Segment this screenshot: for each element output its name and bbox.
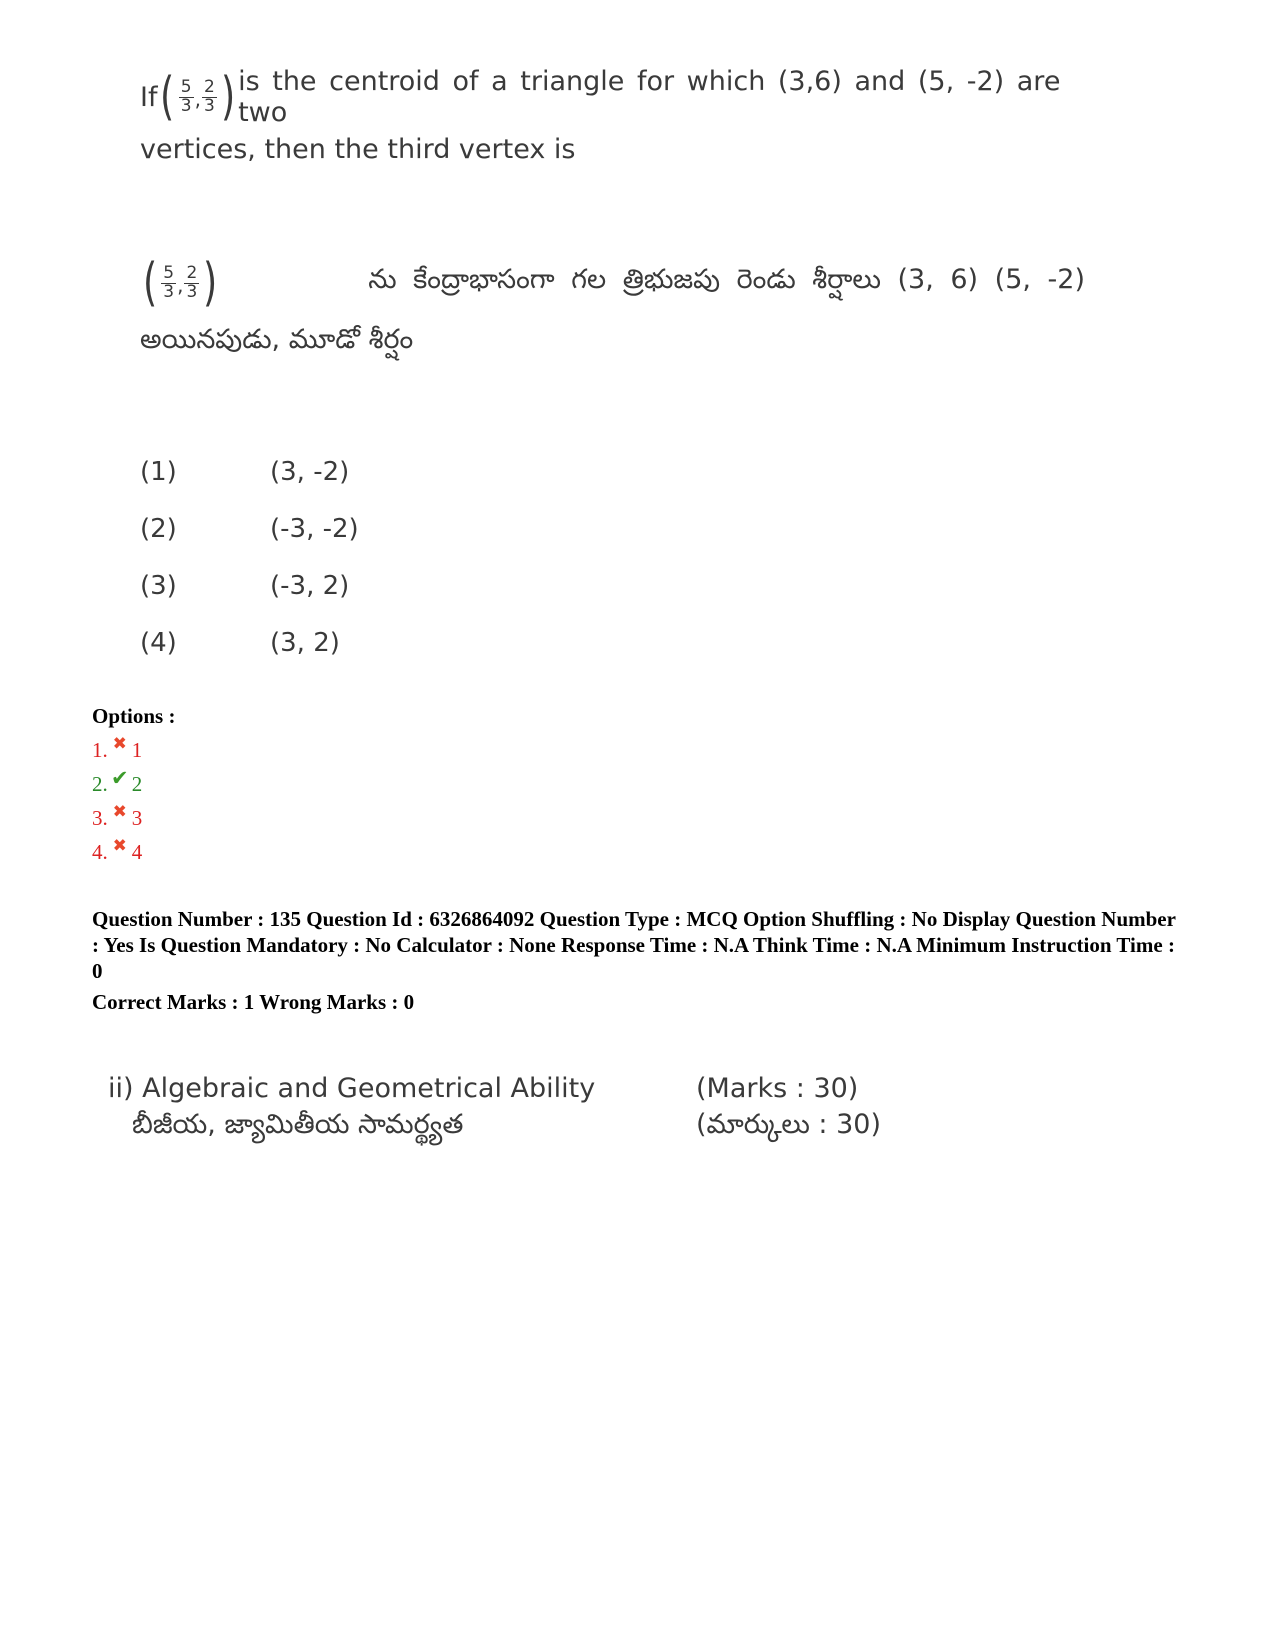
fraction-x: $\frac{5}{3}$ [180, 76, 192, 116]
choice-number: (4) [140, 627, 177, 658]
question-info: Question Number : 135 Question Id : 6326864092 Question Type : MCQ Option Shuffling : No Display Question Number : Yes Is Question Mandatory : No Calculator : None Response Time : N.A Think Time : N.A Minimum Instruction Time : 0 [92, 907, 1176, 983]
option-item: 3. ✖ 3 [92, 802, 143, 830]
question-telugu-rest: ను కేంద్రాభాసంగా గల త్రిభుజపు రెండు శీర్షాలు (3, 6) (5, -2) [368, 264, 1085, 295]
question-telugu [140, 252, 1085, 362]
choice-row [140, 614, 359, 671]
section-marks-telugu: (మార్కులు : 30) [696, 1109, 881, 1140]
section-title-telugu: బీజీయ, జ్యామితీయ సామర్థ్యత [132, 1109, 464, 1140]
options-section [92, 704, 175, 869]
question-prefix: If [140, 81, 158, 113]
option-item: 1. ✖ 1 [92, 734, 143, 762]
choice-number: (1) [140, 456, 177, 487]
fraction-y-telugu: $\frac{2}{3}$ [186, 262, 198, 302]
choice-row [140, 443, 359, 500]
choice-number: (3) [140, 570, 177, 601]
choice-value: (3, 2) [270, 627, 340, 658]
question-english [140, 66, 1085, 165]
question-english-rest: is the centroid of a triangle for which (3,6) and (5, -2) are two [238, 66, 1061, 128]
choice-value: (-3, -2) [270, 513, 359, 544]
cross-icon: ✖ [112, 734, 127, 753]
centroid-fraction-pair: ( $\frac{5}{3}$ , $\frac{2}{3}$ ) [160, 67, 236, 127]
section-heading [108, 1068, 928, 1148]
centroid-fraction-pair-telugu: ( $\frac{5}{3}$ , $\frac{2}{3}$ ) [143, 253, 218, 313]
choice-row [140, 557, 359, 614]
check-icon: ✔ [110, 765, 129, 790]
fraction-x-telugu: $\frac{5}{3}$ [163, 262, 175, 302]
cross-icon: ✖ [112, 836, 127, 855]
section-marks-english: (Marks : 30) [696, 1072, 859, 1104]
question-metadata [92, 906, 1182, 1015]
cross-icon: ✖ [112, 802, 127, 821]
section-row-english [108, 1068, 928, 1108]
section-title-english: ii) Algebraic and Geometrical Ability [108, 1072, 596, 1104]
question-english-line2: vertices, then the third vertex is [140, 134, 576, 165]
choice-value: (-3, 2) [270, 570, 350, 601]
choice-value: (3, -2) [270, 456, 350, 487]
question-telugu-line2: అయినపుడు, మూడో శీర్షం [140, 324, 414, 355]
option-item: 2. ✔ 2 [92, 765, 143, 796]
choice-row [140, 500, 359, 557]
question-marks: Correct Marks : 1 Wrong Marks : 0 [92, 990, 415, 1014]
fraction-y: $\frac{2}{3}$ [203, 76, 215, 116]
options-heading: Options : [92, 704, 176, 728]
question-english-line1 [140, 66, 1085, 128]
answer-choices [140, 443, 359, 671]
question-telugu-line1 [140, 252, 1085, 314]
option-item: 4. ✖ 4 [92, 836, 143, 864]
choice-number: (2) [140, 513, 177, 544]
section-row-telugu [108, 1108, 928, 1148]
